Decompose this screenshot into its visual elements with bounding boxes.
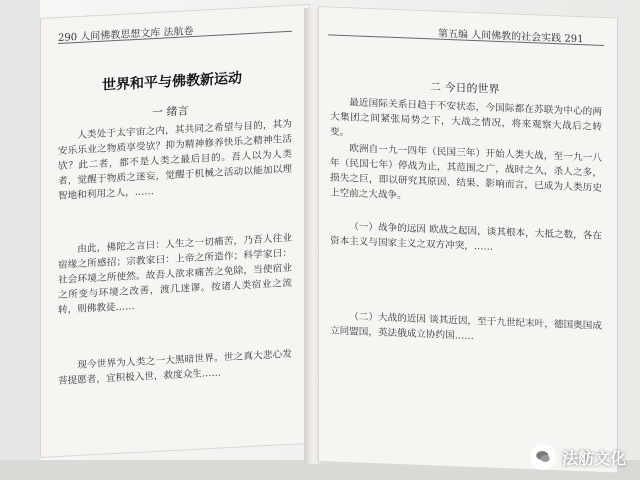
right-paragraph-3: （一）战争的远因 欧战之起因，谈其根本，大抵之数，各在资本主义与国家主义之双方冲突，…… bbox=[330, 221, 602, 253]
right-page-header: 第五编 人间佛教的社会实践 291 bbox=[438, 28, 584, 46]
right-paragraph-4: （二）大战的近因 谈其近因，至于九世纪末叶，德国奥国成立同盟国，英法俄成立协约国…… bbox=[330, 311, 602, 342]
section-heading-intro: 一 绪言 bbox=[152, 104, 189, 120]
left-paragraph-3: 现今世界为人类之一大黑暗世界。世之真大悲心发菩提愿者，宜积极入世，救度众生…… bbox=[58, 348, 292, 388]
left-paragraph-1: 人类处于太宇宙之内，其共同之希望与目的，其为安乐乐业之物质享受欤？抑为精神修养快乐之精神生活欤？此二者，都不是人类之最后目的。吾人以为人类者，觉醒于物质之迷妄，觉醒于机械之活动以能加以理智地和利用之人，…… bbox=[58, 118, 292, 203]
left-paragraph-2: 由此，佛陀之言曰：人生之一切痛苦，乃吾人往业宿缘之所感招；宗教家曰：上帝之所造作；科学家曰：社会环境之所使然。故吾人欲求痛苦之免除，当使宿业之所变与环境之改善，渡几迷谬。按诸人类宿业之流转，则佛教徒…… bbox=[58, 232, 292, 317]
watermark bbox=[530, 444, 626, 470]
right-paragraph-2: 欧洲自一九一四年（民国三年）开始人类大战，至一九一八年（民国七年）停战为止，其范围之广，战时之久，杀人之多，损失之巨，即以研究其原因、结果、影响而言，已成为人类历史上空前之大战争。 bbox=[330, 143, 602, 202]
left-page bbox=[40, 4, 310, 458]
chat-bubble-icon bbox=[530, 444, 556, 470]
right-paragraph-1: 最近国际关系日趋于不安状态，今国际都在苏联为中心的两大集团之间紧张局势之下，大战之情况，将来观察大战后之转变。 bbox=[330, 97, 602, 139]
left-page-header: 290 人间佛教思想文库 法航卷 bbox=[58, 25, 194, 45]
section-heading-world: 二 今日的世界 bbox=[430, 80, 500, 96]
watermark-text: 法舫文化 bbox=[561, 448, 626, 468]
table-surface-left bbox=[0, 0, 40, 480]
article-title: 世界和平与佛教新运动 bbox=[102, 70, 242, 94]
right-page bbox=[318, 6, 618, 474]
